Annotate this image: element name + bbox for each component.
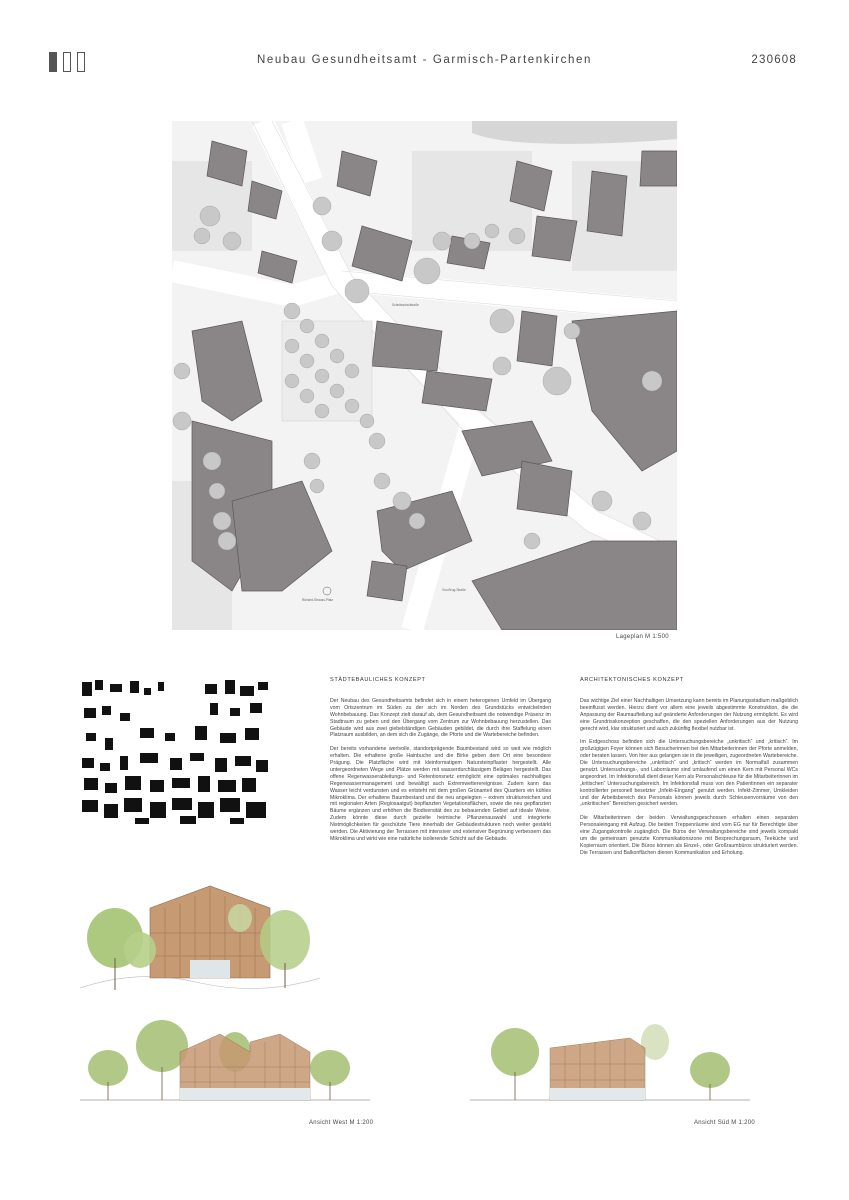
architectural-concept	[580, 677, 798, 864]
page-title: Neubau Gesundheitsamt - Garmisch-Partenkirchen	[256, 54, 593, 66]
urban-concept-heading: STÄDTEBAULICHES KONZEPT	[330, 677, 426, 683]
south-elevation-caption: Ansicht Süd M 1:200	[694, 1120, 756, 1126]
west-elevation-caption: Ansicht West M 1:200	[309, 1120, 374, 1126]
arch-paragraph-3: Die Mitarbeiterinnen der beiden Verwaltungsgeschossen erhalten einen separaten Personaleingang mit Aufzug. Die beiden Treppenräume sind vom EG nur für Berechtigte über eine Zugangskontrolle zugänglich. Die Büros der Verwaltungsbereiche sind jeweils kompakt um die gemeinsam genutzte Kommunikationszone mit Besprechungsraum, Teeküche und Kopierraum orientiert. Die Büros können als Einzel-, oder Großraumbüros strukturiert werden. Die Terrassen und Balkonflächen dienen Kommunikation und Erholung.	[580, 815, 798, 856]
arch-concept-heading: ARCHITEKTONISCHES KONZEPT	[580, 677, 684, 683]
project-code: 230608	[751, 54, 797, 66]
site-plan	[172, 121, 677, 630]
arch-paragraph-2: Im Erdgeschoss befinden sich die Untersuchungsbereiche „unkritisch“ und „kritisch“. Im großzügigen Foyer können sich Besucherinnen bei den Mitarbeiterinnen der Pforte anmelden, oder beraten lassen. Von hier aus gelangen sie in die jeweiligen, zugeordneten Wartebereiche. Die Untersuchungsbereiche „unkritisch“ und „kritisch“ werden im Normalfall zusammen genutzt. Untersuchungs-, und Laborräume sind umlaufend um einen Kern mit Personal WCs angeordnet. Im Infektionsfall dient dieser Kern als Personalschleuse für die Mitarbeiterinnen im „kritischen“ Untersuchungsbereich. Im Infektionsfall muss von den Patientinnen ein separater kontrollierter personell besetzter „Infekt-Eingang“ genutzt werden. Infekt-Zimmer, Umkleiden und der Arbeitsbereich des Personals können jeweils durch Schleusenvorräume von den „unkritischen“ Bereichen gesichert werden.	[580, 739, 798, 808]
arch-paragraph-1: Das wichtige Ziel einer Nachhaltigen Umsetzung kann bereits im Planungsstadium maßgeblich beeinflusst werden. Hierzu dient vor allem eine jeweils abgestimmte Konstruktion, die die Anpassung der Raumaufteilung auf geänderte Anforderungen der Nutzung ermöglicht. Es wird eine Grundrisskonzeption geschaffen, die den speziellen Anforderungen aus der Nutzung gerecht wird, klar strukturiert und auch zukünftig flexibel nutzbar ist.	[580, 697, 798, 732]
street-label-schnitz: Schnitzschulstraße	[392, 303, 419, 307]
elevation-west	[80, 1012, 370, 1112]
figure-ground-plan	[80, 678, 270, 824]
site-plan-drawing	[172, 121, 677, 630]
urban-paragraph-1: Der Neubau des Gesundheitsamts befindet sich in einem heterogenen Umfeld im Übergang vom Ortszentrum im Süden zu der sich im Norden des Grundstücks entwickelnden Wohnbebauung. Das Konzept zielt darauf ab, dem Gesundheitsamt die notwendige Präsenz im Stadtraum zu geben und den Übergang vom Zentrum zur Wohnbebauung herzustellen. Das Gebäude wird aus zwei giebelständigen Gebäuden gebildet, die durch ihre Staffelung einen Platzraum ausbilden, an dem sich die Zugänge, die Pforte und die Wartebereiche befinden.	[330, 697, 551, 739]
street-label-von-brug: Von-Brug-Straße	[442, 588, 466, 592]
urban-paragraph-2: Der bereits vorhandene wertvolle, standortprägende Baumbestand wird so weit wie möglich erhalten. Die erhaltene große Hainbuche und die Birke geben dem Ort eine besondere Prägung. Die Platzfläche wird mit kleinformatigem Natursteinpflaster hergestellt. Alle untergeordneten Wege und Plätze werden mit wasserdurchlässigem Belägen hergestellt. Das offene Regenwasserableitungs- und Retentionsnetz ermöglicht eine optimales nachhaltiges Regenwassermanagement und bewältigt auch Extremwetterereignisse. Zudem kann das Wasser leicht verdunsten und es entsteht mit dem großen Grünanteil des Quartiers ein kühles Mikroklima. Der erhaltene Baumbestand und die neu angelegten – extrem strukturreichen und mit regionalen Arten (Regiosaatgut) bepflanzten Vegetationsflächen, sowie die neu gepflanzten Bäume ergänzen und erhöhen die Biodiversität des zu bebauenden Gebiet auf ideale Weise. Zudem könnte diese durch gezielte heimische Pflanzenauswahl und integrierte Nistmöglichkeiten für geschützte Tiere innerhalb der Gebäudestrukturen noch weiter gestärkt werden. Die Aktivierung der Terrassen mit intensiver und extensiver Begrünung verbessern das Mikroklima und wirkt wie eine natürliche isolierende Schicht auf die Gebäude.	[330, 746, 551, 843]
street-label-strauss: Richard-Strauss-Platz	[302, 598, 333, 602]
urban-concept	[330, 677, 551, 850]
perspective-rendering	[80, 878, 320, 1010]
elevation-south	[470, 1012, 750, 1112]
siteplan-caption: Lageplan M 1:500	[616, 634, 669, 640]
